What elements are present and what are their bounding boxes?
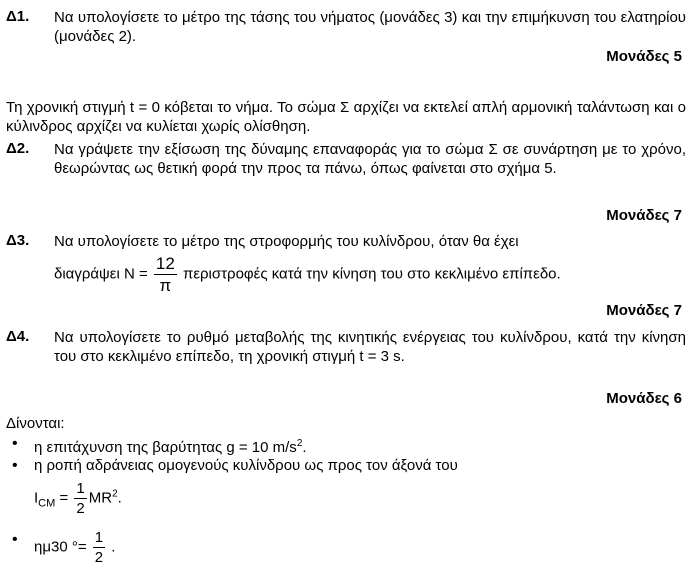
inertia-numerator: 1 xyxy=(76,480,85,497)
sine-numerator: 1 xyxy=(94,529,104,546)
inertia-equals: = xyxy=(59,489,69,507)
sine-fraction xyxy=(93,530,105,565)
sine-period: . xyxy=(111,538,116,556)
marks-d3: Μονάδες 7 xyxy=(606,302,682,319)
inertia-fraction xyxy=(74,481,86,516)
sine-prefix: ημ30 °= xyxy=(34,538,87,556)
gravity-text: η επιτάχυνση της βαρύτητας g = 10 m/s xyxy=(34,439,297,456)
given-gravity xyxy=(34,434,674,457)
question-d4 xyxy=(6,328,686,366)
inertia-subscript: CM xyxy=(38,497,56,510)
question-d1 xyxy=(6,8,686,46)
inertia-denominator: 2 xyxy=(76,500,85,517)
inertia-symbol: I xyxy=(34,489,39,507)
question-d2 xyxy=(6,140,686,178)
inertia-mr: MR xyxy=(88,489,113,507)
inertia-exponent: 2 xyxy=(112,488,118,500)
marks-d4: Μονάδες 6 xyxy=(606,390,682,407)
n-suffix: περιστροφές κατά την κίνηση του στο κεκλιμένο επίπεδο. xyxy=(182,265,561,283)
question-line-fraction xyxy=(54,255,686,294)
n-numerator: 12 xyxy=(155,254,175,273)
marks-d2: Μονάδες 7 xyxy=(606,207,682,224)
gravity-period: . xyxy=(302,439,307,456)
question-label: Δ4. xyxy=(6,328,30,345)
intro-paragraph: Τη χρονική στιγμή t = 0 κόβεται το νήμα. Το σώμα Σ αρχίζει να εκτελεί απλή αρμονική ταλάντωση και ο κύλινδρος αρχίζει να κυλίεται χωρίς ολίσθηση. xyxy=(6,99,686,135)
given-sine xyxy=(34,530,674,565)
question-label: Δ3. xyxy=(6,232,30,249)
question-label: Δ1. xyxy=(6,8,30,25)
inertia-text: • η ροπή αδράνειας ομογενούς κυλίνδρου ως προς τον άξονά του xyxy=(34,457,458,474)
sine-denominator: 2 xyxy=(94,549,104,566)
marks-d1: Μονάδες 5 xyxy=(606,48,682,65)
given-title: Δίνονται: xyxy=(6,415,65,432)
question-text: Να γράψετε την εξίσωση της δύναμης επαναφοράς για το σώμα Σ σε συνάρτηση με το χρόνο, θεωρώντας ως θετική φορά την προς τα πάνω, όπως φαίνεται στο σχήμα 5. xyxy=(54,141,686,177)
inertia-formula xyxy=(34,481,674,516)
question-text: Να υπολογίσετε το ρυθμό μεταβολής της κινητικής ενέργειας του κυλίνδρου, κατά την κίνηση του στο κεκλιμένο επίπεδο, τη χρονική στιγμή t = 3 s. xyxy=(54,329,686,365)
n-prefix: διαγράψει N = xyxy=(54,265,148,283)
given-inertia xyxy=(34,456,674,516)
inertia-period: . xyxy=(117,489,122,507)
question-label: Δ2. xyxy=(6,140,30,157)
question-text: Να υπολογίσετε το μέτρο της τάσης του νήματος (μονάδες 3) και την επιμήκυνση του ελατηρίου (μονάδες 2). xyxy=(54,9,686,45)
n-denominator: π xyxy=(159,276,172,295)
question-d3 xyxy=(6,232,686,294)
gravity-exponent: 2 xyxy=(296,438,303,449)
n-fraction xyxy=(154,255,177,294)
question-text xyxy=(54,232,686,294)
question-line: Να υπολογίσετε το μέτρο της στροφορμής του κυλίνδρου, όταν θα έχει xyxy=(54,233,519,250)
